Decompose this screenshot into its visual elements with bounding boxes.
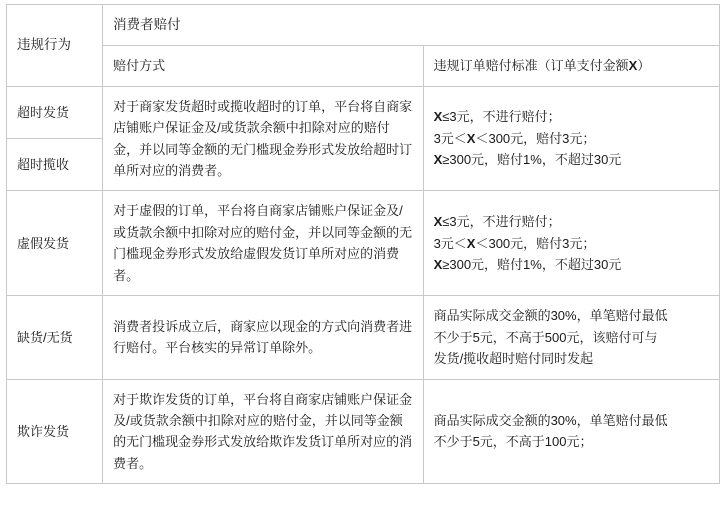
- behavior-label-fraud-shipping: 欺诈发货: [7, 379, 103, 484]
- header-compensation-method: 赔付方式: [103, 46, 423, 86]
- table-row: [7, 296, 720, 379]
- table-row: [7, 191, 720, 296]
- standard-text-out-of-stock: [423, 296, 719, 379]
- compensation-rules-table: [6, 4, 720, 484]
- standard-line: X≥300元，赔付1%，不超过30元: [433, 152, 622, 168]
- standard-line: X≥300元，赔付1%，不超过30元: [433, 257, 622, 273]
- method-text-fake-shipping: 对于虚假的订单，平台将自商家店铺账户保证金及/或货款余额中扣除对应的赔付金，并以同等金额的无门槛现金券形式发放给虚假发货订单所对应的消费者。: [103, 191, 423, 296]
- standard-line: 不少于5元，不高于500元，该赔付可与: [433, 329, 658, 345]
- table-row: [7, 86, 720, 138]
- standard-text-fake-shipping: [423, 191, 719, 296]
- behavior-label-overtime-shipping: 超时发货: [7, 86, 103, 138]
- standard-line: 商品实际成交金额的30%，单笔赔付最低: [433, 412, 668, 428]
- table-row: [7, 379, 720, 484]
- standard-line: 不少于5元，不高于100元；: [433, 434, 593, 450]
- standard-line: 3元＜X＜300元，赔付3元；: [433, 130, 596, 146]
- standard-line: X≤3元，不进行赔付；: [433, 109, 561, 125]
- method-text-fraud-shipping: 对于欺诈发货的订单，平台将自商家店铺账户保证金及/或货款余额中扣除对应的赔付金，并以同等金额的无门槛现金券形式发放给欺诈发货订单所对应的消费者。: [103, 379, 423, 484]
- standard-line: X≤3元，不进行赔付；: [433, 214, 561, 230]
- behavior-label-out-of-stock: 缺货/无货: [7, 296, 103, 379]
- standard-line: 商品实际成交金额的30%，单笔赔付最低: [433, 308, 668, 324]
- method-text-out-of-stock: 消费者投诉成立后，商家应以现金的方式向消费者进行赔付。平台核实的异常订单除外。: [103, 296, 423, 379]
- method-text-overtime: 对于商家发货超时或揽收超时的订单，平台将自商家店铺账户保证金及/或货款余额中扣除对应的赔付金，并以同等金额的无门槛现金券形式发放给超时订单所对应的消费者。: [103, 86, 423, 191]
- standard-text-overtime: [423, 86, 719, 191]
- behavior-label-fake-shipping: 虚假发货: [7, 191, 103, 296]
- standard-line: 3元＜X＜300元，赔付3元；: [433, 235, 596, 251]
- header-violation-behavior: 违规行为: [7, 5, 103, 87]
- standard-text-fraud-shipping: [423, 379, 719, 484]
- table-subheader-row: [7, 46, 720, 86]
- header-compensation-standard: 违规订单赔付标准（订单支付金额X）: [423, 46, 719, 86]
- standard-line: 发货/揽收超时赔付同时发起: [433, 351, 594, 367]
- behavior-label-overtime-pickup: 超时揽收: [7, 139, 103, 191]
- table-header-row: [7, 5, 720, 46]
- header-consumer-compensation: 消费者赔付: [103, 5, 720, 46]
